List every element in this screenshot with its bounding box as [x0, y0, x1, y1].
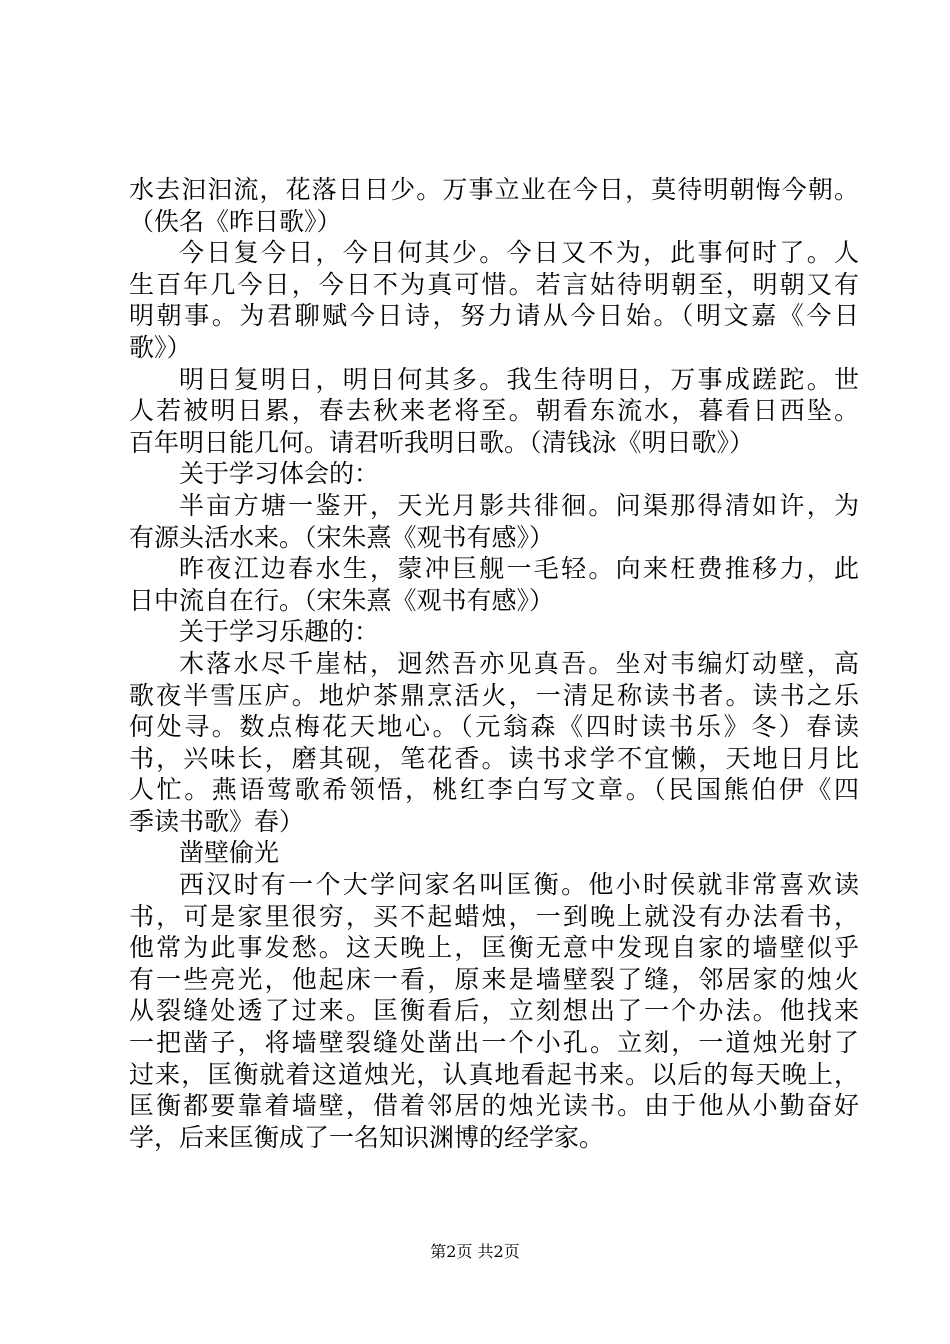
text-line: 歌夜半雪压庐。地炉茶鼎烹活火，一清足称读书者。读书之乐	[129, 680, 859, 710]
text-line: 明日复明日，明日何其多。我生待明日，万事成蹉跎。世	[179, 364, 859, 394]
text-line: （佚名《昨日歌》）	[129, 206, 342, 236]
text-line: 百年明日能几何。请君听我明日歌。（清钱泳《明日歌》）	[129, 427, 755, 457]
text-line: 木落水尽千崖枯，迥然吾亦见真吾。坐对韦编灯动壁，高	[179, 648, 859, 678]
text-line: 书，兴味长，磨其砚，笔花香。读书求学不宜懒，天地日月比	[129, 743, 859, 773]
text-line: 西汉时有一个大学问家名叫匡衡。他小时侯就非常喜欢读	[179, 870, 859, 900]
text-line: 从裂缝处透了过来。匡衡看后，立刻想出了一个办法。他找来	[129, 996, 859, 1026]
text-line: 有源头活水来。（宋朱熹《观书有感》）	[129, 522, 555, 552]
text-line: 半亩方塘一鉴开，天光月影共徘徊。问渠那得清如许，为	[179, 490, 859, 520]
text-line: 匡衡都要靠着墙壁，借着邻居的烛光读书。由于他从小勤奋好	[129, 1091, 859, 1121]
text-line: 季读书歌》春）	[129, 806, 305, 836]
text-line: 凿壁偷光	[179, 838, 280, 868]
text-line: 有一些亮光，他起床一看，原来是墙壁裂了缝，邻居家的烛火	[129, 964, 859, 994]
text-line: 人若被明日累，春去秋来老将至。朝看东流水，暮看日西坠。	[129, 396, 859, 426]
text-line: 生百年几今日，今日不为真可惜。若言姑待明朝至，明朝又有	[129, 269, 859, 299]
text-line: 何处寻。数点梅花天地心。（元翁森《四时读书乐》冬）春读	[129, 712, 859, 742]
text-line: 日中流自在行。（宋朱熹《观书有感》）	[129, 585, 555, 615]
text-line: 过来，匡衡就着这道烛光，认真地看起书来。以后的每天晚上，	[129, 1059, 859, 1089]
text-line: 关于学习体会的：	[179, 459, 380, 489]
text-line: 一把凿子，将墙壁裂缝处凿出一个小孔。立刻，一道烛光射了	[129, 1028, 859, 1058]
page-footer: 第2页 共2页	[430, 1242, 520, 1261]
page-body	[129, 174, 859, 1153]
text-line: 昨夜江边春水生，蒙冲巨舰一毛轻。向来枉费推移力，此	[179, 554, 859, 584]
text-line: 明朝事。为君聊赋今日诗，努力请从今日始。（明文嘉《今日	[129, 301, 859, 331]
text-line: 他常为此事发愁。这天晚上，匡衡无意中发现自家的墙壁似乎	[129, 933, 859, 963]
text-line: 歌》）	[129, 332, 192, 362]
text-line: 人忙。燕语莺歌希领悟，桃红李白写文章。（民国熊伯伊《四	[129, 775, 859, 805]
text-line: 学，后来匡衡成了一名知识渊博的经学家。	[129, 1122, 605, 1152]
text-line: 关于学习乐趣的：	[179, 617, 380, 647]
text-line: 今日复今日，今日何其少。今日又不为，此事何时了。人	[179, 238, 859, 268]
text-line: 书，可是家里很穷，买不起蜡烛，一到晚上就没有办法看书，	[129, 901, 859, 931]
text-line: 水去汩汩流，花落日日少。万事立业在今日，莫待明朝悔今朝。	[129, 175, 859, 204]
